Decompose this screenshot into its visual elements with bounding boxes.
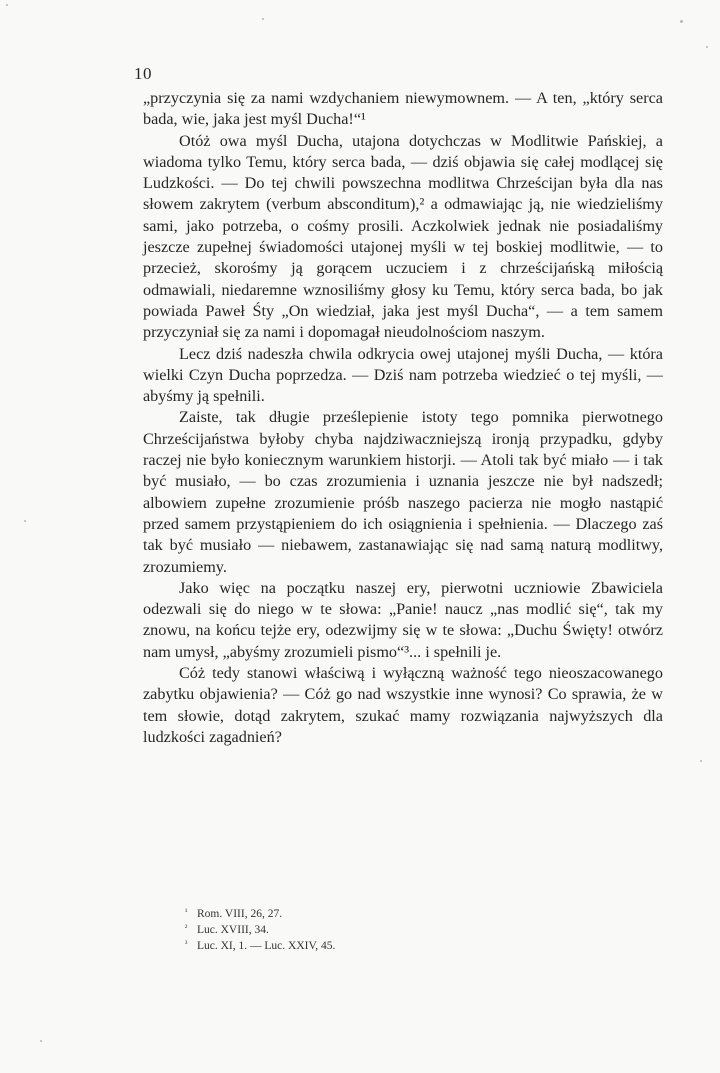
footnote — [185, 921, 505, 937]
scan-speck — [40, 1040, 42, 1042]
scan-speck — [680, 20, 683, 23]
footnote-mark: ¹ — [185, 907, 188, 916]
footnote — [185, 937, 505, 953]
footnote-mark: ² — [185, 923, 188, 932]
scan-speck — [6, 4, 8, 6]
scan-speck — [262, 18, 264, 20]
footnote-text: Luc. XVIII, 34. — [197, 924, 269, 936]
paragraph: Jako więc na początku naszej ery, pierwotni uczniowie Zbawiciela odezwali się do niego w te słowa: „Panie! naucz „nas modlić się“, tak my znowu, na końcu tejże ery, odezwijmy się w te słowa: „Duchu Święty! otwórz nam umysł, „abyśmy zrozumieli pismo“³... i spełnili je. — [143, 578, 663, 661]
scan-speck — [24, 520, 26, 522]
footnote-mark: ³ — [185, 939, 188, 948]
body-text — [143, 88, 663, 748]
scan-speck — [706, 46, 708, 48]
paragraph: Cóż tedy stanowi właściwą i wyłączną ważność tego nieoszacowanego zabytku objawienia? — Cóż go nad wszystkie inne wynosi? Co sprawia, że w tem słowie, dotąd zakrytem, szukać mamy rozwiązania najwyższych dla ludzkości zagadnień? — [143, 664, 663, 746]
page-number: 10 — [134, 64, 152, 83]
footnote-text: Rom. VIII, 26, 27. — [197, 908, 283, 920]
paragraph: Lecz dziś nadeszła chwila odkrycia owej utajonej myśli Ducha, — która wielki Czyn Ducha poprzedza. — Dziś nam potrzeba wiedzieć o tej myśli, — abyśmy ją spełnili. — [143, 344, 663, 406]
paragraph: „przyczynia się za nami wzdychaniem niewymownem. — A ten, „który serca bada, wie, jaka jest myśl Ducha!“¹ — [143, 89, 663, 129]
footnote-text: Luc. XI, 1. — Luc. XXIV, 45. — [197, 940, 336, 952]
scan-speck — [700, 760, 702, 762]
footnotes — [185, 905, 505, 953]
footnote — [185, 905, 505, 921]
paragraph: Otóż owa myśl Ducha, utajona dotychczas w Modlitwie Pańskiej, a wiadoma tylko Temu, który serca bada, — dziś objawia się całej modlącej się Ludzkości. — Do tej chwili powszechna modlitwa Chrześcijan była dla nas słowem zakrytem (verbum absconditum),² a odmawiając ją, nie wiedzieliśmy sami, jako potrzeba, o cośmy prosili. Aczkolwiek jednak nie posiadaliśmy jeszcze zupełnej świadomości utajonej myśli w tej boskiej modlitwie, — to przecież, skorośmy ją gorącem uczuciem i z chrześcijańską miłością odmawiali, niedaremne wznosiliśmy głosy ku Temu, który serca bada, bo jak powiada Paweł Śty „On wiedział, jaka jest myśl Ducha“, — a tem samem przyczyniał się za nami i dopomagał nieudolnościom naszym. — [143, 131, 663, 342]
paragraph: Zaiste, tak długie prześlepienie istoty tego pomnika pierwotnego Chrześcijaństwa byłoby chyba najdziwaczniejszą ironją przypadku, gdyby raczej nie było koniecznym warunkiem historji. — Atoli tak być miało — i tak być musiało, — bo czas zrozumienia i uznania jeszcze nie był nadszedł; albowiem zupełne zrozumienie próśb naszego pacierza nie mogło nastąpić przed samem przystąpieniem do ich osiągnienia i spełnienia. — Dlaczego zaś tak być musiało — niebawem, zastanawiając się nad samą naturą modlitwy, zrozumiemy. — [143, 408, 663, 576]
